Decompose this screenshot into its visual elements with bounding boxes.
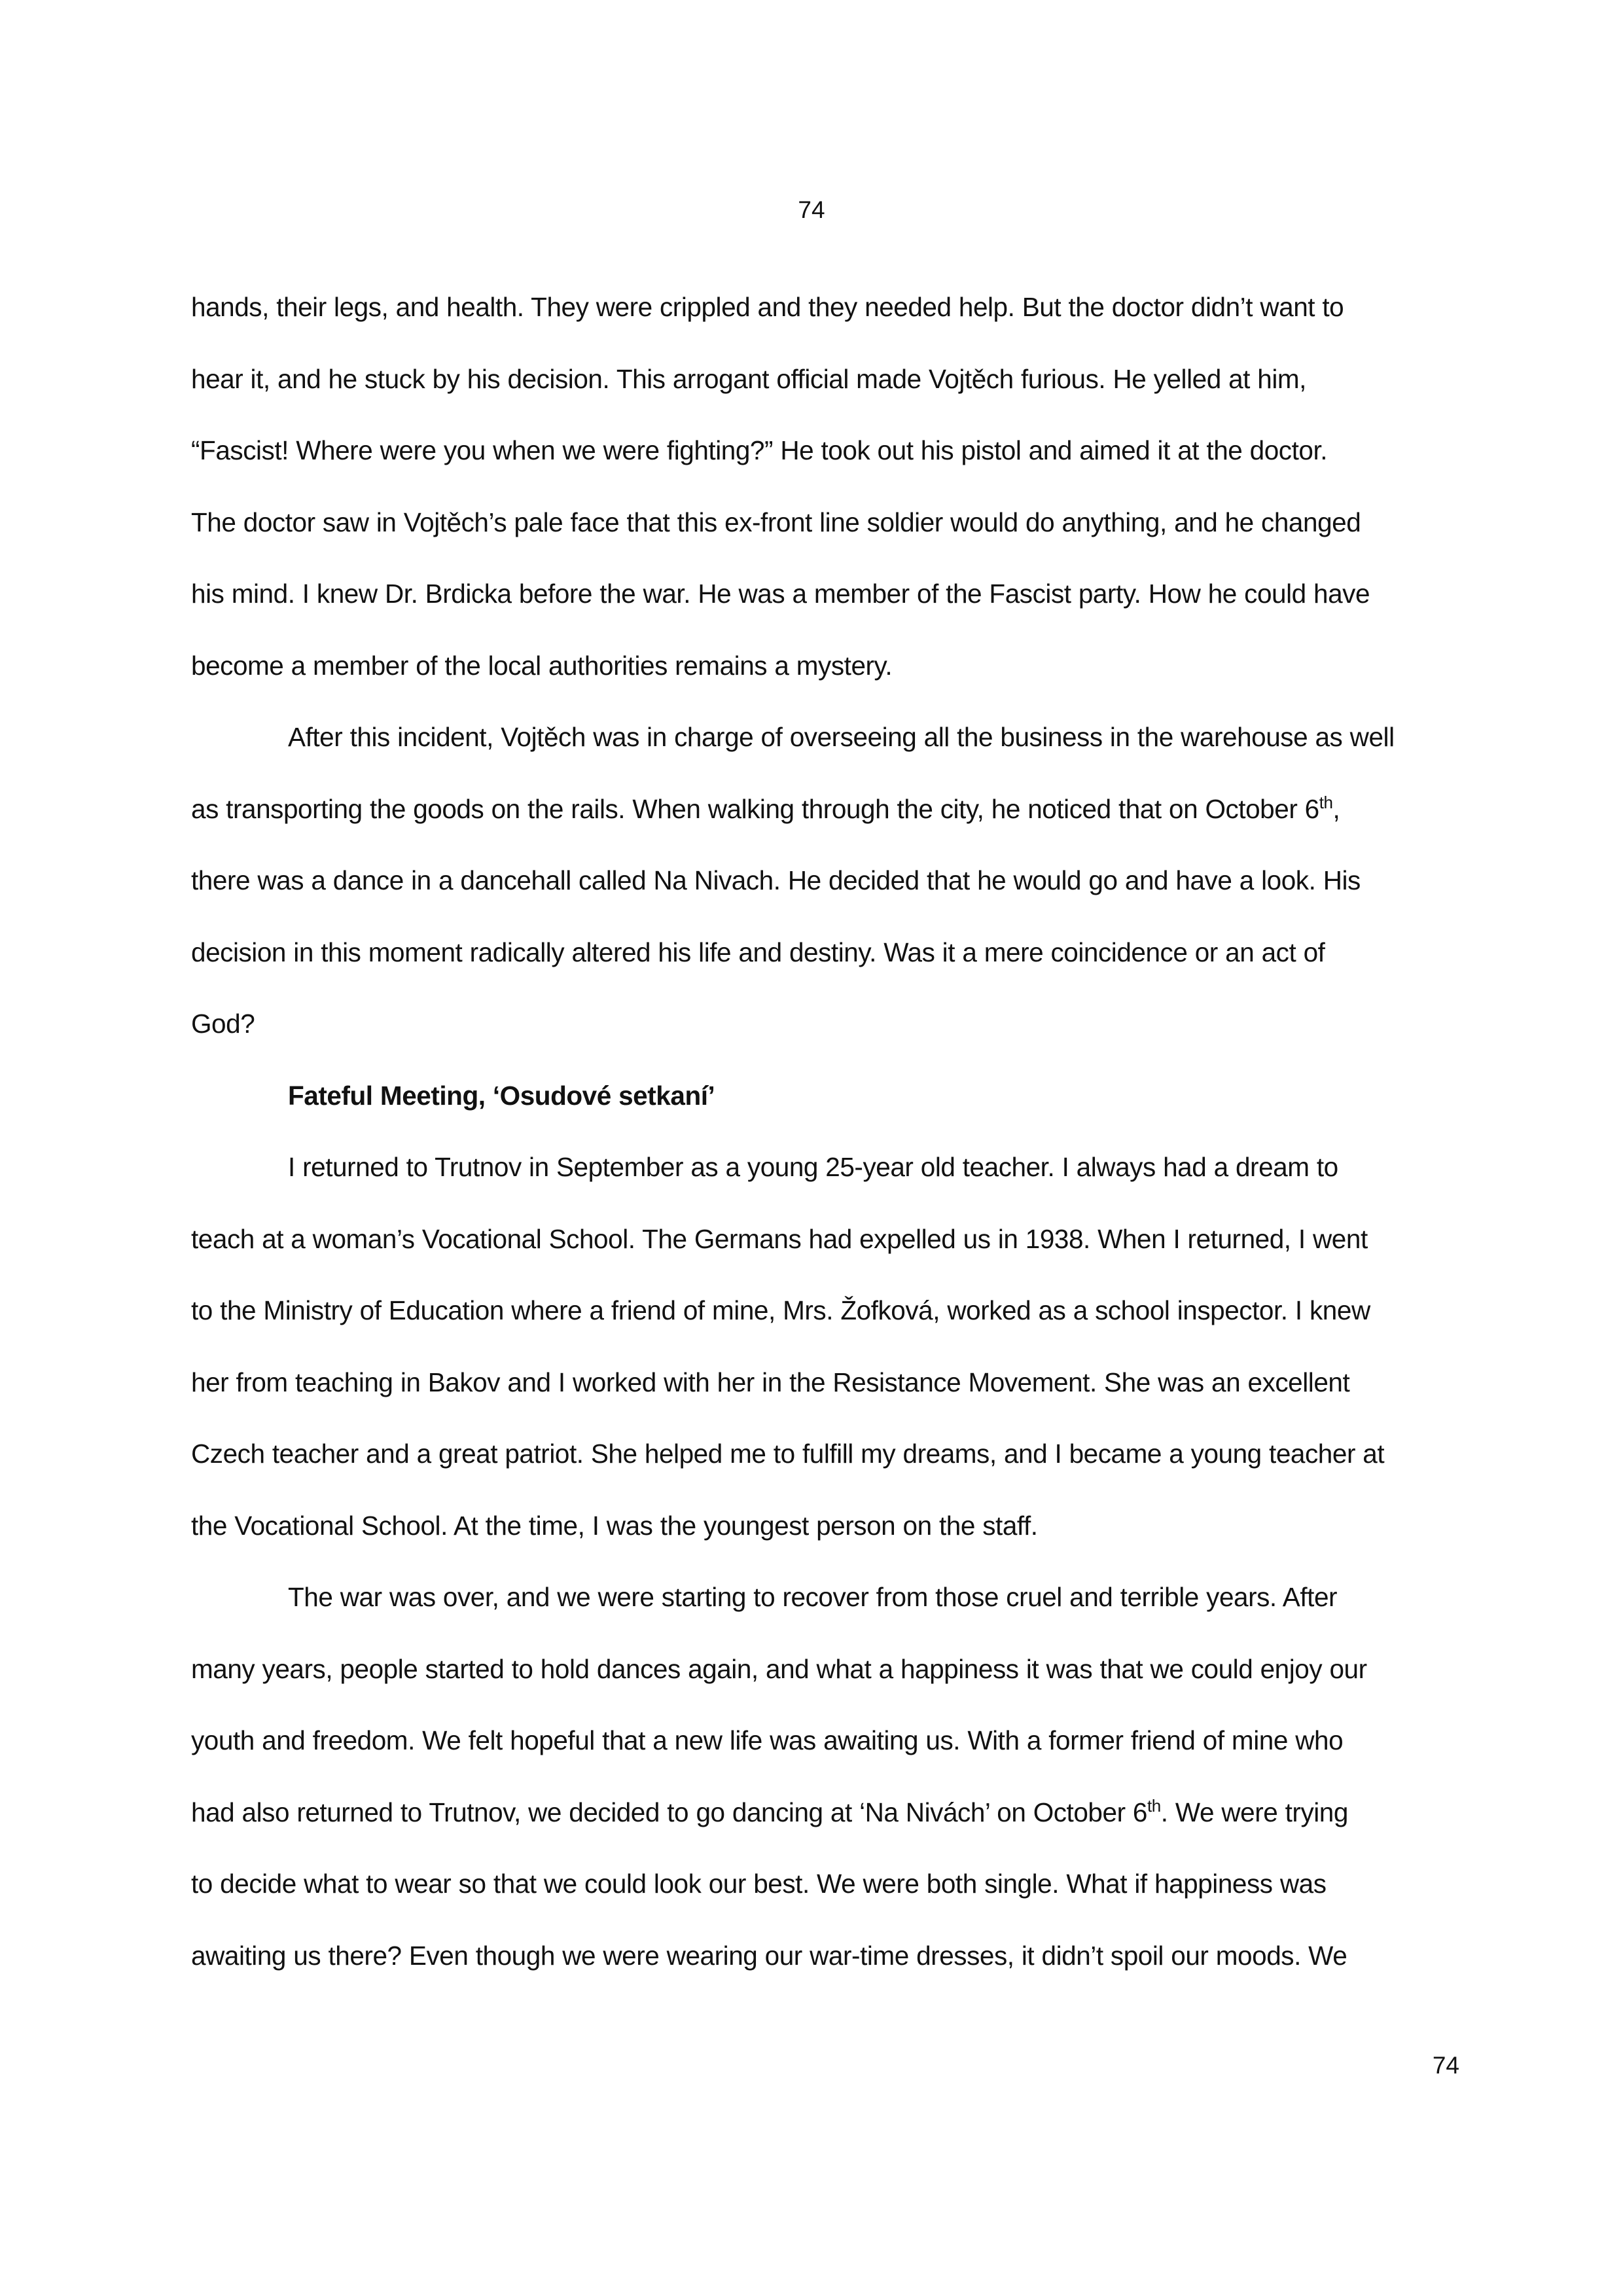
page-number-bottom: 74 (1432, 2052, 1459, 2079)
text-line: to decide what to wear so that we could look our best. We were both single. What if happiness was (191, 1869, 1327, 1899)
text-line: Czech teacher and a great patriot. She helped me to fulfill my dreams, and I became a young teacher at (191, 1439, 1385, 1469)
text-line: there was a dance in a dancehall called Na Nivach. He decided that he would go and have a look. His (191, 865, 1361, 895)
text-line (191, 793, 1467, 865)
text-line: decision in this moment radically altered his life and destiny. Was it a mere coincidence or an act of (191, 937, 1325, 967)
body-text (191, 291, 1467, 2011)
text-line: The doctor saw in Vojtěch’s pale face that this ex-front line soldier would do anything, and he changed (191, 507, 1361, 537)
paragraph-first-line: I returned to Trutnov in September as a young 25-year old teacher. I always had a dream to (288, 1152, 1338, 1182)
text-line: his mind. I knew Dr. Brdicka before the war. He was a member of the Fascist party. How he could have (191, 579, 1370, 609)
text-run: . We were trying (1160, 1797, 1348, 1827)
text-line: become a member of the local authorities remains a mystery. (191, 650, 893, 681)
text-line: to the Ministry of Education where a friend of mine, Mrs. Žofková, worked as a school inspector. I knew (191, 1295, 1370, 1325)
text-run: , (1332, 793, 1340, 824)
text-line: God? (191, 1009, 255, 1039)
section-heading: Fateful Meeting, ‘Osudové setkaní’ (288, 1080, 715, 1111)
ordinal-superscript: th (1319, 792, 1333, 812)
text-line: teach at a woman’s Vocational School. The Germans had expelled us in 1938. When I returned, I went (191, 1223, 1368, 1254)
paragraph-first-line: The war was over, and we were starting to recover from those cruel and terrible years. After (288, 1582, 1338, 1612)
text-line (191, 1796, 1467, 1868)
paragraph-first-line: After this incident, Vojtěch was in charge of overseeing all the business in the warehouse as well (288, 722, 1395, 752)
text-line: her from teaching in Bakov and I worked with her in the Resistance Movement. She was an excellent (191, 1367, 1350, 1397)
text-line: hands, their legs, and health. They were crippled and they needed help. But the doctor didn’t want to (191, 292, 1344, 322)
text-run: as transporting the goods on the rails. When walking through the city, he noticed that on October 6 (191, 793, 1319, 824)
text-line: the Vocational School. At the time, I was the youngest person on the staff. (191, 1510, 1038, 1541)
text-line: hear it, and he stuck by his decision. This arrogant official made Vojtěch furious. He yelled at him, (191, 363, 1306, 394)
ordinal-superscript: th (1147, 1795, 1161, 1816)
text-line: many years, people started to hold dances again, and what a happiness it was that we could enjoy our (191, 1653, 1367, 1684)
text-line: youth and freedom. We felt hopeful that a new life was awaiting us. With a former friend of mine who (191, 1725, 1344, 1755)
page-number-top: 74 (798, 196, 825, 223)
text-line: “Fascist! Where were you when we were fighting?” He took out his pistol and aimed it at the doctor. (191, 435, 1328, 465)
text-run: had also returned to Trutnov, we decided to go dancing at ‘Na Nivách’ on October 6 (191, 1797, 1147, 1827)
text-line: awaiting us there? Even though we were wearing our war-time dresses, it didn’t spoil our moods. We (191, 1940, 1347, 1971)
